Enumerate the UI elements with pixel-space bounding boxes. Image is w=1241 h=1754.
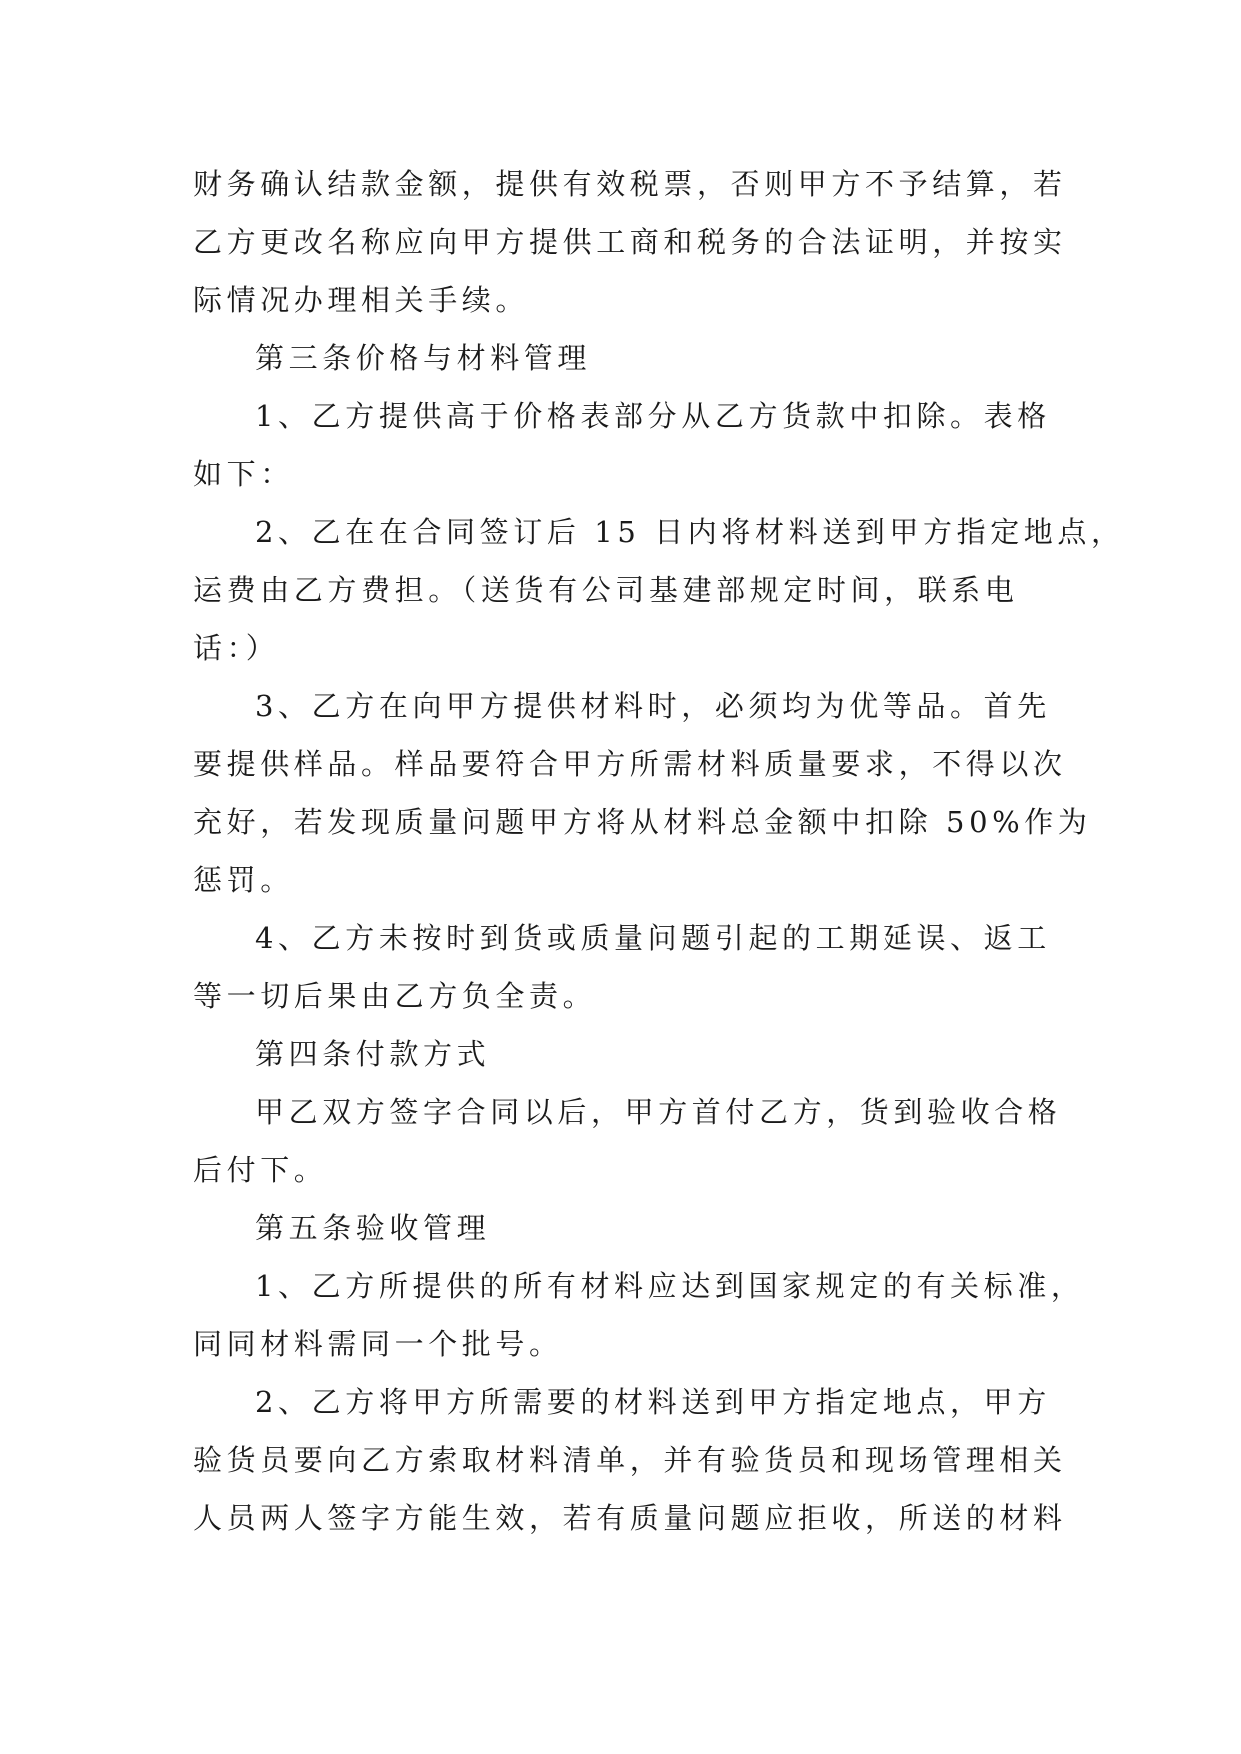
document-body xyxy=(193,155,1125,1547)
text-line: 惩罚。 xyxy=(193,863,294,897)
text-line: 同同材料需同一个批号。 xyxy=(193,1327,563,1361)
text-line: 如下： xyxy=(193,457,294,491)
text-line: 甲乙双方签字合同以后，甲方首付乙方，货到验收合格 xyxy=(255,1095,1062,1129)
text-line: 乙方更改名称应向甲方提供工商和税务的合法证明，并按实 xyxy=(193,225,1067,259)
text-line: 财务确认结款金额，提供有效税票，否则甲方不予结算，若 xyxy=(193,167,1067,201)
text-line: 等一切后果由乙方负全责。 xyxy=(193,979,597,1013)
section-heading: 第三条价格与材料管理 xyxy=(255,341,592,375)
text-line: 验货员要向乙方索取材料清单，并有验货员和现场管理相关 xyxy=(193,1443,1067,1477)
text-line: 2、乙方将甲方所需要的材料送到甲方指定地点，甲方 xyxy=(255,1385,1051,1419)
text-line: 1、乙方所提供的所有材料应达到国家规定的有关标准， xyxy=(255,1269,1085,1303)
text-line: 3、乙方在向甲方提供材料时，必须均为优等品。首先 xyxy=(255,689,1051,723)
text-line: 1、乙方提供高于价格表部分从乙方货款中扣除。表格 xyxy=(255,399,1051,433)
text-line: 2、乙在在合同签订后 15 日内将材料送到甲方指定地点， xyxy=(255,515,1125,549)
section-heading: 第五条验收管理 xyxy=(255,1211,491,1245)
text-line: 人员两人签字方能生效，若有质量问题应拒收，所送的材料 xyxy=(193,1501,1067,1535)
text-line: 话：） xyxy=(193,631,280,665)
text-line: 后付下。 xyxy=(193,1153,328,1187)
text-line: 充好，若发现质量问题甲方将从材料总金额中扣除 50%作为 xyxy=(193,805,1092,839)
text-line: 要提供样品。样品要符合甲方所需材料质量要求，不得以次 xyxy=(193,747,1067,781)
text-line: 运费由乙方费担。（送货有公司基建部规定时间，联系电 xyxy=(193,573,1019,607)
text-line: 际情况办理相关手续。 xyxy=(193,283,530,317)
text-line: 4、乙方未按时到货或质量问题引起的工期延误、返工 xyxy=(255,921,1051,955)
section-heading: 第四条付款方式 xyxy=(255,1037,491,1071)
